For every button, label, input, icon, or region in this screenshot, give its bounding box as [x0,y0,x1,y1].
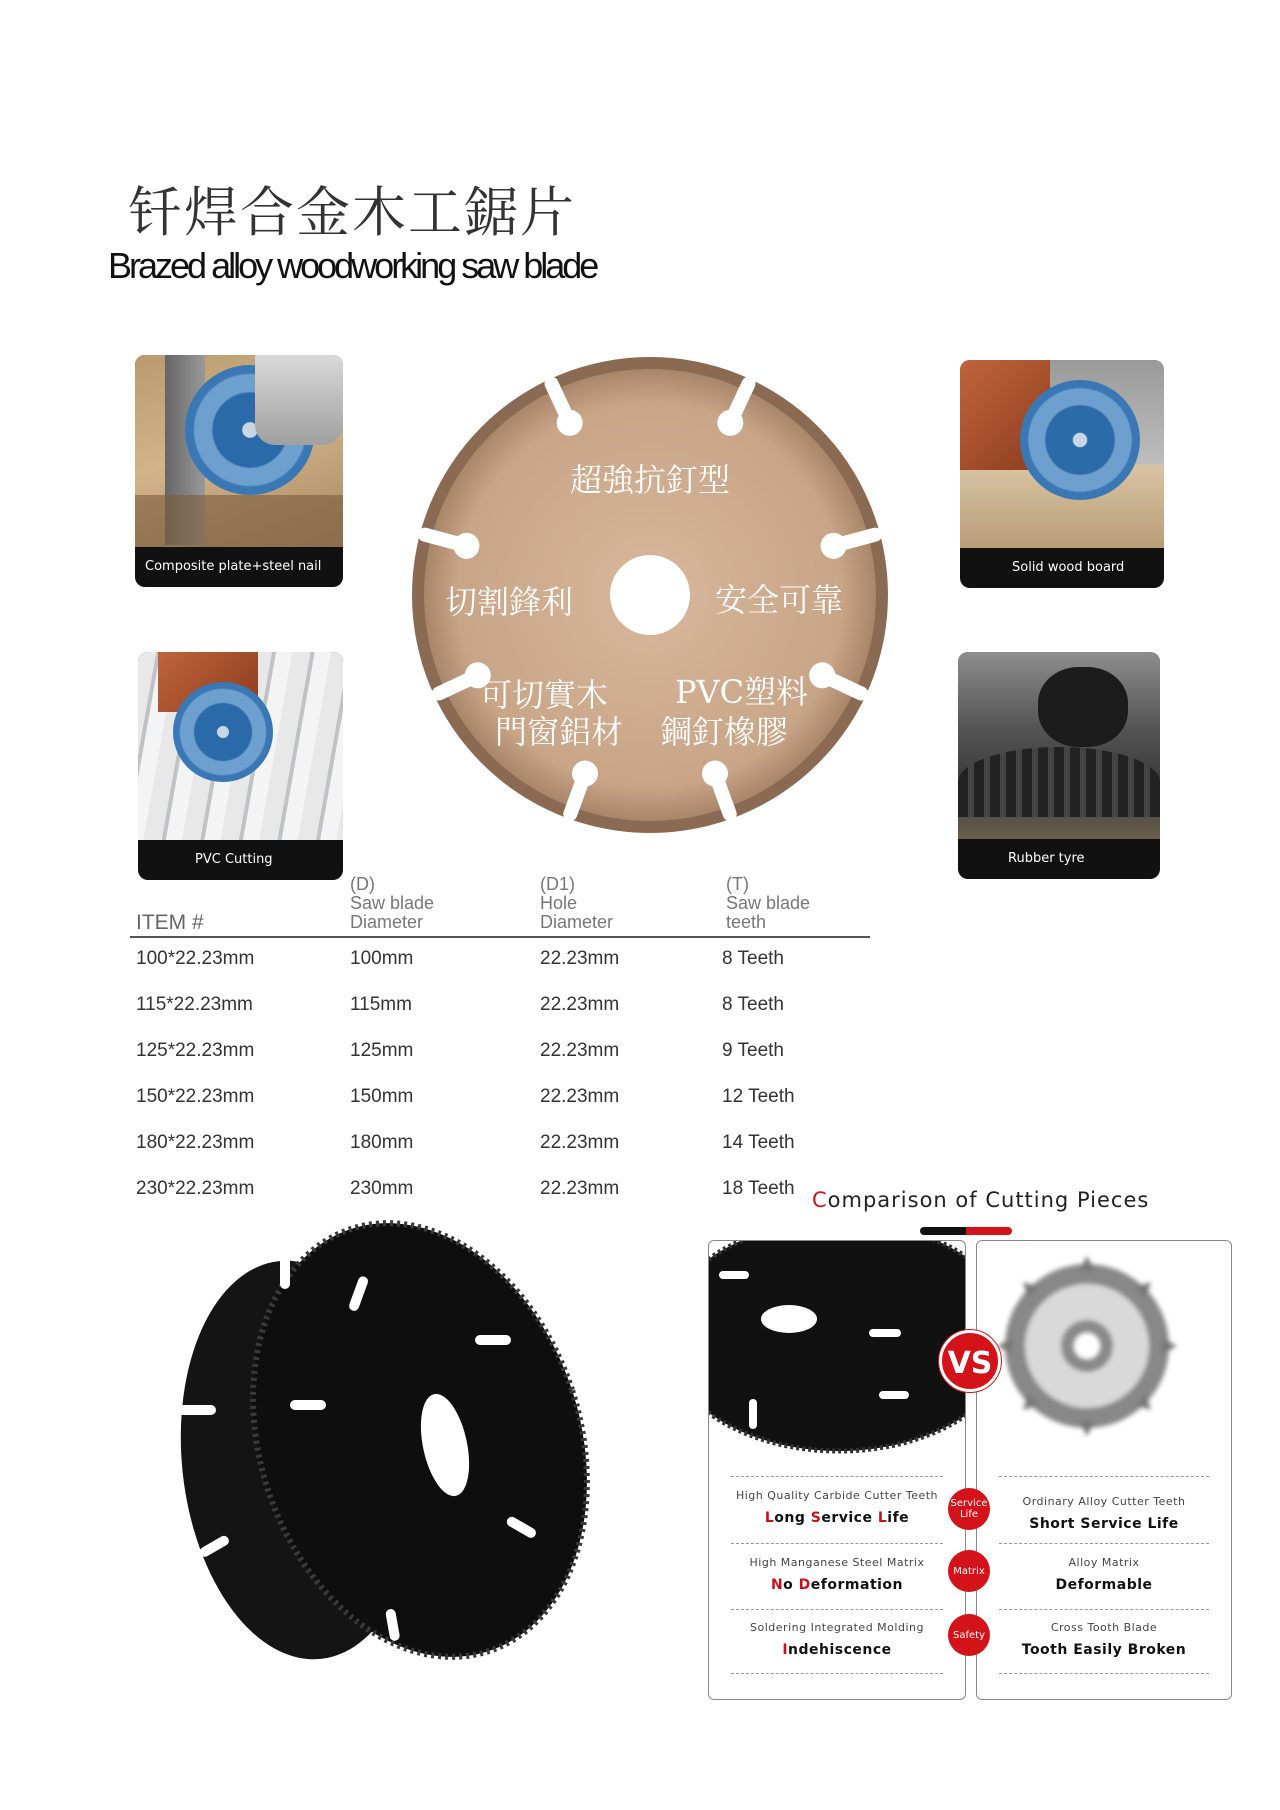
blade-label-pvc: PVC塑料 [675,673,809,711]
table-row: 150*22.23mm 150mm 22.23mm 12 Teeth [136,1086,795,1107]
blade-label-anti-nail: 超強抗釘型 [570,461,731,499]
feature-integrated-molding: Soldering Integrated Molding Indehiscence [750,1621,924,1658]
table-row: 115*22.23mm 115mm 22.23mm 8 Teeth [136,994,784,1015]
black-saw-blades-icon [170,1215,610,1685]
photo-caption: Composite plate+steel nail [145,559,322,574]
photo-composite-plate-image [135,355,343,547]
table-row: 100*22.23mm 100mm 22.23mm 8 Teeth [136,948,784,969]
carbide-blade-icon [709,1241,966,1461]
badge-service-life: Service Life [948,1488,990,1530]
photo-solid-wood [960,360,1164,588]
spec-table [130,868,870,1214]
blade-label-sharp: 切割鋒利 [445,583,574,621]
page-title-chinese: 钎焊合金木工鋸片 [128,181,576,244]
comparison-title-underline [920,1227,1012,1235]
badge-safety: Safety [948,1614,990,1656]
comparison-title: Comparison of Cutting Pieces [812,1188,1150,1212]
feature-steel-matrix: High Manganese Steel Matrix No Deformation [749,1556,925,1593]
feature-alloy-matrix: Alloy Matrix Deformable [1055,1556,1153,1593]
blade-label-nail-rubber: 鋼釘橡膠 [660,713,789,751]
photo-pvc-cutting [138,652,343,880]
header-item: ITEM # [136,911,204,934]
blade-label-aluminium: 門窗鋁材 [495,713,624,751]
spec-table-header [130,868,870,938]
photo-caption: Rubber tyre [1008,851,1085,866]
feature-cross-tooth: Cross Tooth Blade Tooth Easily Broken [1021,1621,1187,1658]
table-row: 125*22.23mm 125mm 22.23mm 9 Teeth [136,1040,784,1061]
feature-carbide-teeth: High Quality Carbide Cutter Teeth Long Service Life [735,1489,939,1526]
photo-rubber-tyre-image [958,652,1160,839]
blade-label-wood: 可切實木 [480,676,609,714]
photo-caption: PVC Cutting [195,852,273,867]
photo-solid-wood-image [960,360,1164,548]
page-title-english: Brazed alloy woodworking saw blade [108,245,597,286]
badge-matrix: Matrix [948,1550,990,1592]
header-diameter: (D) Saw blade Diameter [350,874,435,932]
feature-ordinary-teeth: Ordinary Alloy Cutter Teeth Short Service Life [1022,1495,1186,1532]
table-row: 180*22.23mm 180mm 22.23mm 14 Teeth [136,1132,795,1153]
comparison-panel-ours [708,1240,966,1700]
photo-rubber-tyre [958,652,1160,879]
photo-caption: Solid wood board [1012,560,1125,575]
ordinary-blade-icon [977,1241,1232,1461]
table-row: 230*22.23mm 230mm 22.23mm 18 Teeth [136,1178,795,1199]
blade-label-safe: 安全可靠 [715,581,844,619]
header-teeth: (T) Saw blade teeth [726,874,811,932]
photo-composite-plate [135,355,343,587]
saw-blade-illustration [400,355,900,835]
header-hole: (D1) Hole Diameter [540,874,614,932]
photo-pvc-image [138,652,343,840]
black-blades-photo [170,1215,610,1685]
vs-badge: VS [939,1330,1001,1392]
comparison-panel-ordinary [976,1240,1232,1700]
